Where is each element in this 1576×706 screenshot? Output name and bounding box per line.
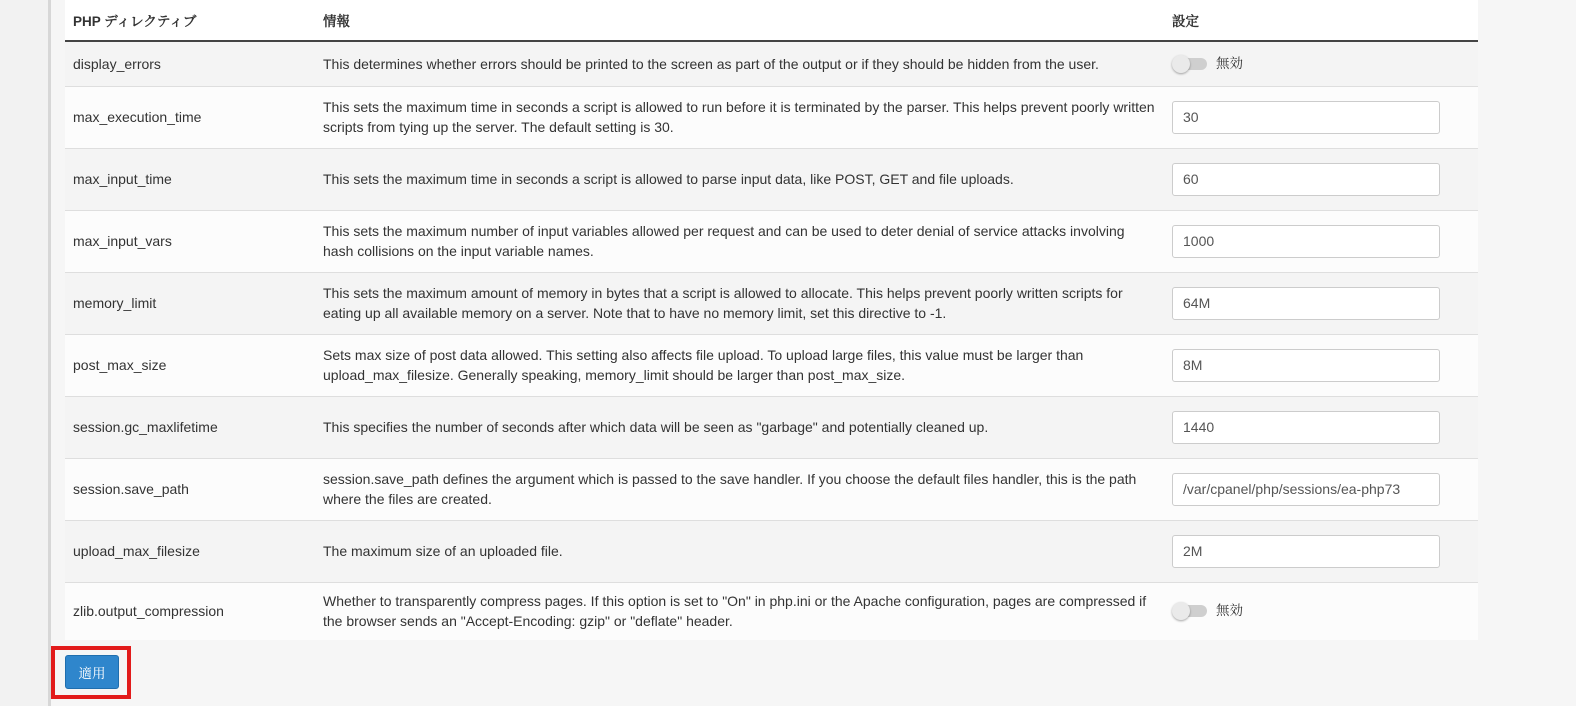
left-sidebar-rail (0, 0, 48, 706)
apply-button[interactable]: 適用 (65, 655, 119, 689)
directive-name: max_input_vars (73, 233, 172, 249)
directive-setting-cell (1164, 458, 1478, 520)
directive-name: post_max_size (73, 357, 167, 373)
setting-input[interactable] (1172, 163, 1440, 196)
setting-input[interactable] (1172, 349, 1440, 382)
directive-description: session.save_path defines the argument which is passed to the save handler. If you choose the default files handler, this is the path where the files are created. (323, 471, 1137, 507)
directive-description: Whether to transparently compress pages. If this option is set to "On" in php.ini or the Apache configuration, pages are compressed if the browser sends an "Accept-Encoding: gzip" or "deflate" header. (323, 593, 1147, 630)
sidebar-divider (48, 0, 51, 706)
directive-name: max_execution_time (73, 109, 202, 125)
php-options-panel (65, 0, 1478, 640)
directive-setting-cell (1164, 210, 1478, 272)
directive-name: display_errors (73, 55, 161, 72)
table-row (65, 210, 1478, 272)
directive-name: upload_max_filesize (73, 543, 200, 559)
setting-input[interactable] (1172, 473, 1440, 506)
directive-setting-cell (1164, 582, 1478, 640)
column-header-info: 情報 (315, 0, 1164, 41)
directive-description: This specifies the number of seconds after which data will be seen as "garbage" and potentially cleaned up. (323, 419, 989, 435)
directive-description: Sets max size of post data allowed. This setting also affects file upload. To upload large files, this value must be larger than upload_max_filesize. Generally speaking, memory_limit should be larger than post_max_size. (323, 347, 1084, 383)
directive-name: memory_limit (73, 295, 157, 311)
directive-setting-cell (1164, 272, 1478, 334)
column-header-setting: 設定 (1164, 0, 1478, 41)
directive-setting-cell (1164, 148, 1478, 210)
directive-description: This sets the maximum time in seconds a script is allowed to parse input data, like POST, GET and file uploads. (323, 171, 1014, 187)
directive-description: This sets the maximum time in seconds a script is allowed to run before it is terminated by the parser. This helps prevent poorly written scripts from tying up the server. The default setting is 30. (323, 99, 1155, 135)
directive-name: max_input_time (73, 171, 172, 187)
directive-setting-cell (1164, 86, 1478, 148)
directive-name: zlib.output_compression (73, 603, 224, 620)
toggle-group (1172, 54, 1470, 74)
table-row (65, 41, 1478, 86)
setting-input[interactable] (1172, 535, 1440, 568)
table-row (65, 458, 1478, 520)
directive-name: session.save_path (73, 481, 189, 497)
setting-input[interactable] (1172, 411, 1440, 444)
toggle-state-label: 無効 (1216, 603, 1243, 619)
directive-description: This sets the maximum amount of memory in bytes that a script is allowed to allocate. This helps prevent poorly written scripts for eating up all available memory on a server. Note that to have no memory limit, set this directive to -1. (323, 285, 1123, 321)
table-row (65, 334, 1478, 396)
table-row (65, 272, 1478, 334)
toggle-switch[interactable] (1172, 602, 1208, 620)
directive-description: This determines whether errors should be printed to the screen as part of the output or if they should be hidden from the user. (323, 55, 1099, 72)
setting-input[interactable] (1172, 225, 1440, 258)
directive-name: session.gc_maxlifetime (73, 419, 218, 435)
table-body (65, 41, 1478, 640)
table-row (65, 86, 1478, 148)
table-row (65, 396, 1478, 458)
column-header-directive: PHP ディレクティブ (65, 0, 315, 41)
setting-input[interactable] (1172, 287, 1440, 320)
toggle-knob (1172, 55, 1190, 73)
setting-input[interactable] (1172, 101, 1440, 134)
directive-setting-cell (1164, 520, 1478, 582)
table-row (65, 520, 1478, 582)
toggle-knob (1172, 602, 1190, 620)
directive-setting-cell (1164, 396, 1478, 458)
table-row (65, 148, 1478, 210)
directive-setting-cell (1164, 334, 1478, 396)
directive-description: The maximum size of an uploaded file. (323, 543, 563, 559)
table-row (65, 582, 1478, 640)
toggle-state-label: 無効 (1216, 55, 1243, 71)
toggle-switch[interactable] (1172, 55, 1208, 73)
directive-setting-cell (1164, 41, 1478, 86)
toggle-group (1172, 601, 1470, 621)
table-header (65, 0, 1478, 41)
php-directives-table (65, 0, 1478, 640)
directive-description: This sets the maximum number of input variables allowed per request and can be used to deter denial of service attacks involving hash collisions on the input variable names. (323, 223, 1125, 259)
